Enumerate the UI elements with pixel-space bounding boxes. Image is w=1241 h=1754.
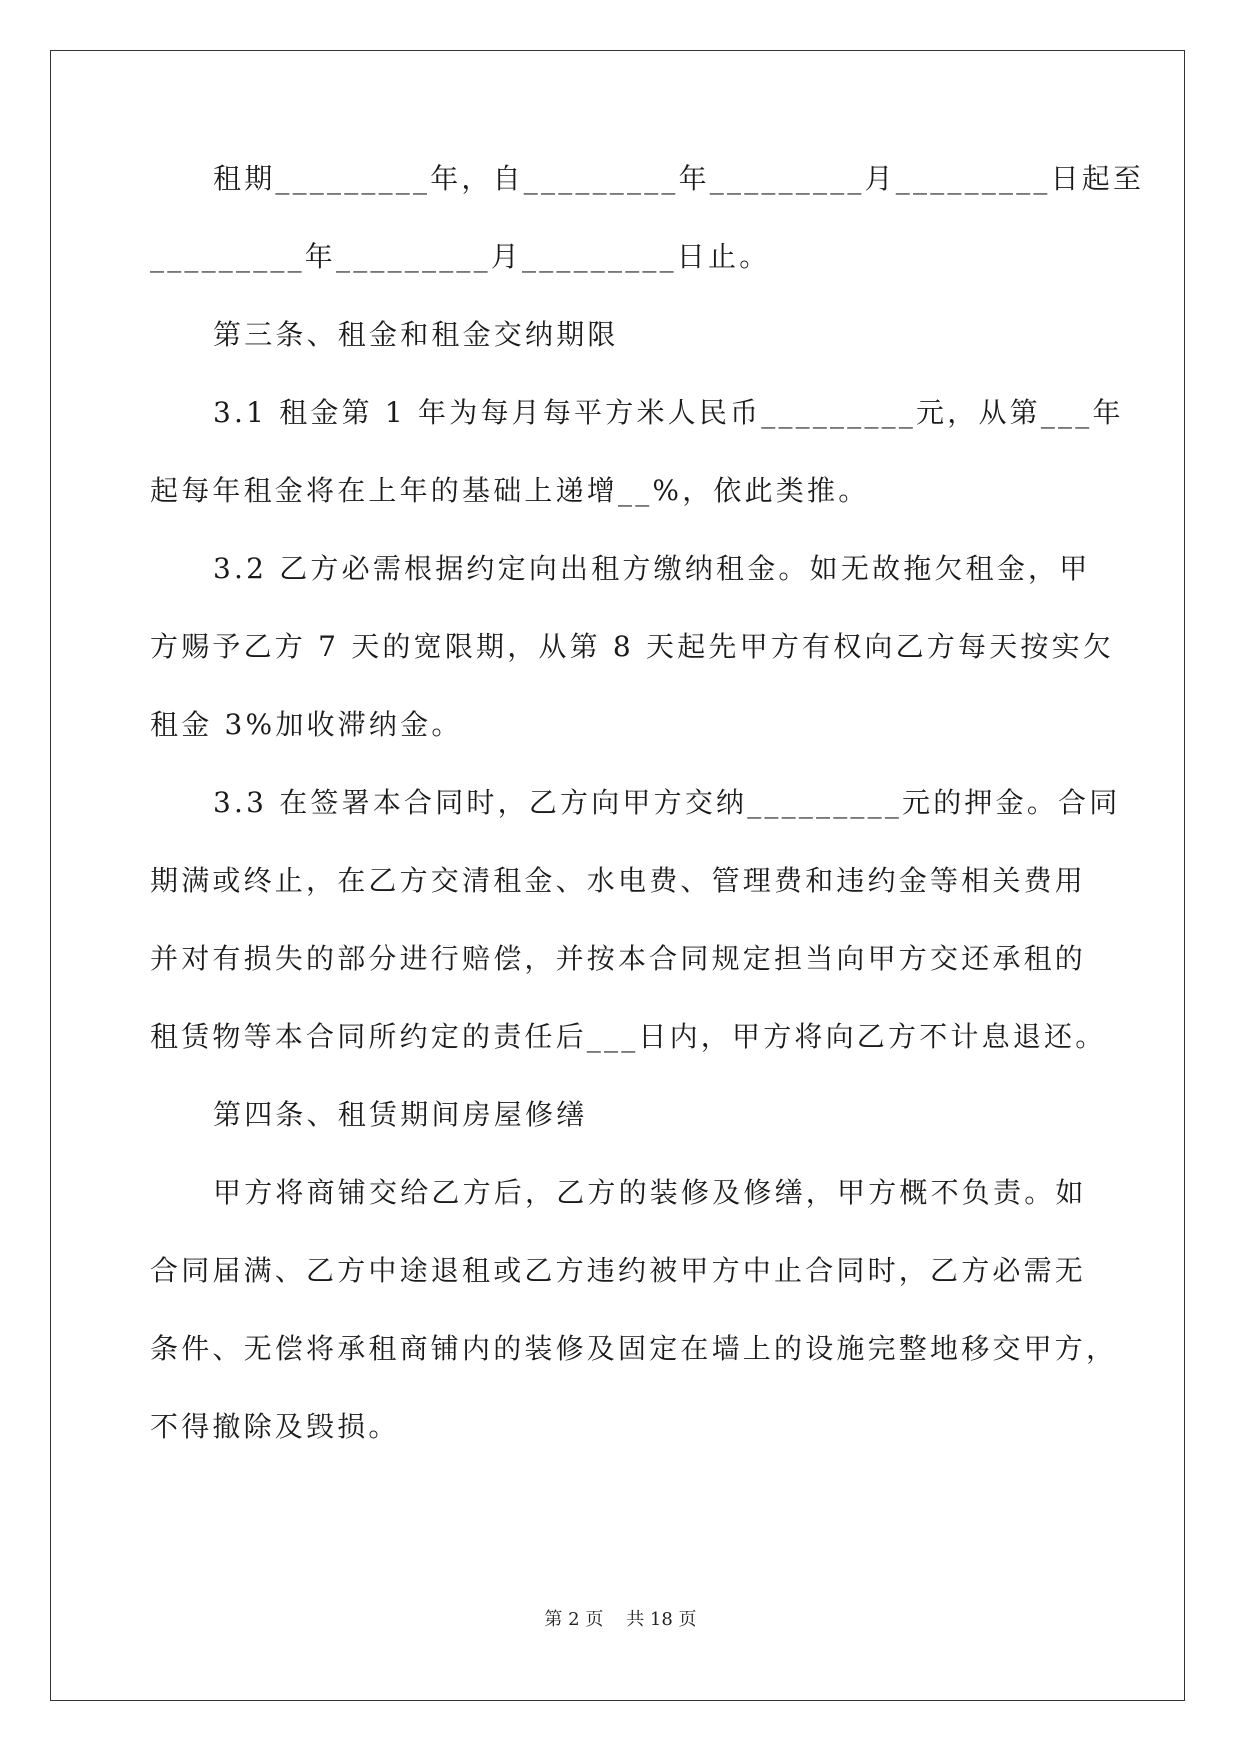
section-heading: 第四条、租赁期间房屋修缮 — [213, 1098, 588, 1131]
text-line: 甲方将商铺交给乙方后，乙方的装修及修缮，甲方概不负责。如 — [213, 1176, 1087, 1209]
text-line: 并对有损失的部分进行赔偿，并按本合同规定担当向甲方交还承租的 — [150, 942, 1087, 975]
text-line: 3.2 乙方必需根据约定向出租方缴纳租金。如无故拖欠租金，甲 — [213, 552, 1091, 585]
text-line: 合同届满、乙方中途退租或乙方违约被甲方中止合同时，乙方必需无 — [150, 1254, 1087, 1287]
text-line: 租赁物等本合同所约定的责任后___日内，甲方将向乙方不计息退还。 — [150, 1020, 1107, 1053]
text-line: 期满或终止，在乙方交清租金、水电费、管理费和违约金等相关费用 — [150, 864, 1087, 897]
text-line: 起每年租金将在上年的基础上递增__%，依此类推。 — [150, 474, 870, 507]
text-line: 3.3 在签署本合同时，乙方向甲方交纳_________元的押金。合同 — [213, 786, 1121, 819]
document-body — [150, 160, 1145, 1486]
page-number-footer: 第 2 页 共 18 页 — [544, 1609, 697, 1630]
text-line: 租期_________年，自_________年_________月_________日起至 — [213, 162, 1145, 195]
text-line: 3.1 租金第 1 年为每月每平方米人民币_________元，从第___年 — [213, 396, 1124, 429]
text-line: 条件、无偿将承租商铺内的装修及固定在墙上的设施完整地移交甲方， — [150, 1332, 1118, 1365]
section-heading: 第三条、租金和租金交纳期限 — [213, 318, 619, 351]
text-line: 租金 3%加收滞纳金。 — [150, 708, 463, 741]
text-line: 不得撤除及毁损。 — [150, 1410, 400, 1443]
text-line: _________年_________月_________日止。 — [150, 240, 771, 273]
text-line: 方赐予乙方 7 天的宽限期，从第 8 天起先甲方有权向乙方每天按实欠 — [150, 630, 1115, 663]
